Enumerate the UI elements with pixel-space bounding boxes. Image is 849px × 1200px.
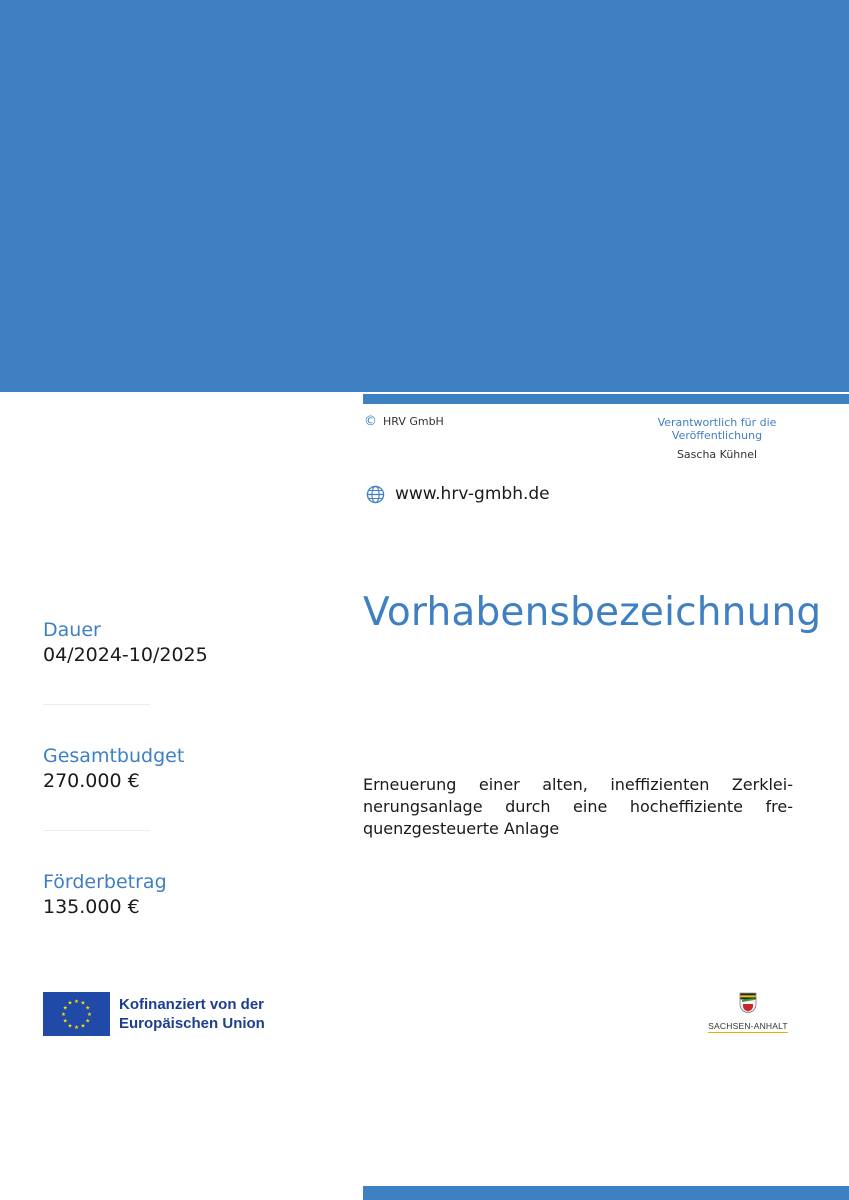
divider — [43, 704, 150, 705]
eu-star-icon: ★ — [67, 1000, 73, 1007]
fact-value: 04/2024-10/2025 — [43, 644, 208, 666]
fact-value: 270.000 € — [43, 770, 140, 792]
state-name: SACHSEN-ANHALT — [708, 1021, 788, 1031]
header-banner — [0, 0, 849, 392]
eu-star-icon: ★ — [85, 1018, 91, 1025]
project-title: Vorhabensbezeichnung — [363, 590, 822, 635]
description-line: quenzgesteuerte Anlage — [363, 819, 560, 838]
fact-label: Gesamtbudget — [43, 745, 185, 767]
responsible-name: Sascha Kühnel — [676, 448, 758, 461]
sachsen-anhalt-logo — [707, 992, 789, 1033]
fact-duration — [43, 618, 303, 668]
eu-star-icon: ★ — [80, 1023, 86, 1030]
eu-text-line: Kofinanziert von der — [119, 996, 265, 1013]
eu-text-line: Europäischen Union — [119, 1015, 265, 1032]
globe-icon — [366, 485, 385, 504]
coat-of-arms-icon — [739, 992, 757, 1014]
eu-star-icon: ★ — [62, 1018, 68, 1025]
eu-star-icon: ★ — [80, 1000, 86, 1007]
description-line: nerungsanlage durch eine hocheffiziente fre- — [363, 797, 793, 816]
fact-label: Förderbetrag — [43, 871, 167, 893]
footer-accent-bar — [363, 1186, 849, 1200]
eu-star-icon: ★ — [62, 1005, 68, 1012]
copyright-icon: © — [364, 414, 377, 429]
eu-star-icon: ★ — [67, 1023, 73, 1030]
eu-star-icon: ★ — [87, 1012, 92, 1018]
fact-total-budget — [43, 744, 303, 794]
eu-star-icon: ★ — [85, 1005, 91, 1012]
fact-value: 135.000 € — [43, 896, 140, 918]
responsible-label: Verantwortlich für die Veröffentlichung — [657, 416, 777, 442]
copyright-notice — [364, 414, 444, 429]
eu-star-icon: ★ — [61, 1012, 66, 1018]
eu-star-icon: ★ — [74, 1025, 79, 1031]
eu-star-icon: ★ — [74, 999, 79, 1005]
eu-cofunding-logo — [43, 992, 265, 1036]
fact-funding-amount — [43, 870, 303, 920]
description-line: Erneuerung einer alten, ineffizienten Zerklei- — [363, 775, 793, 794]
company-name: HRV GmbH — [383, 415, 444, 428]
divider — [43, 830, 150, 831]
header-accent-bar — [363, 392, 849, 404]
website-link[interactable] — [366, 484, 550, 504]
website-url[interactable]: www.hrv-gmbh.de — [395, 484, 550, 504]
eu-flag-icon — [43, 992, 110, 1036]
eu-cofunding-text — [119, 995, 265, 1033]
project-description — [363, 774, 793, 840]
fact-label: Dauer — [43, 619, 101, 641]
responsible-block — [612, 416, 822, 461]
